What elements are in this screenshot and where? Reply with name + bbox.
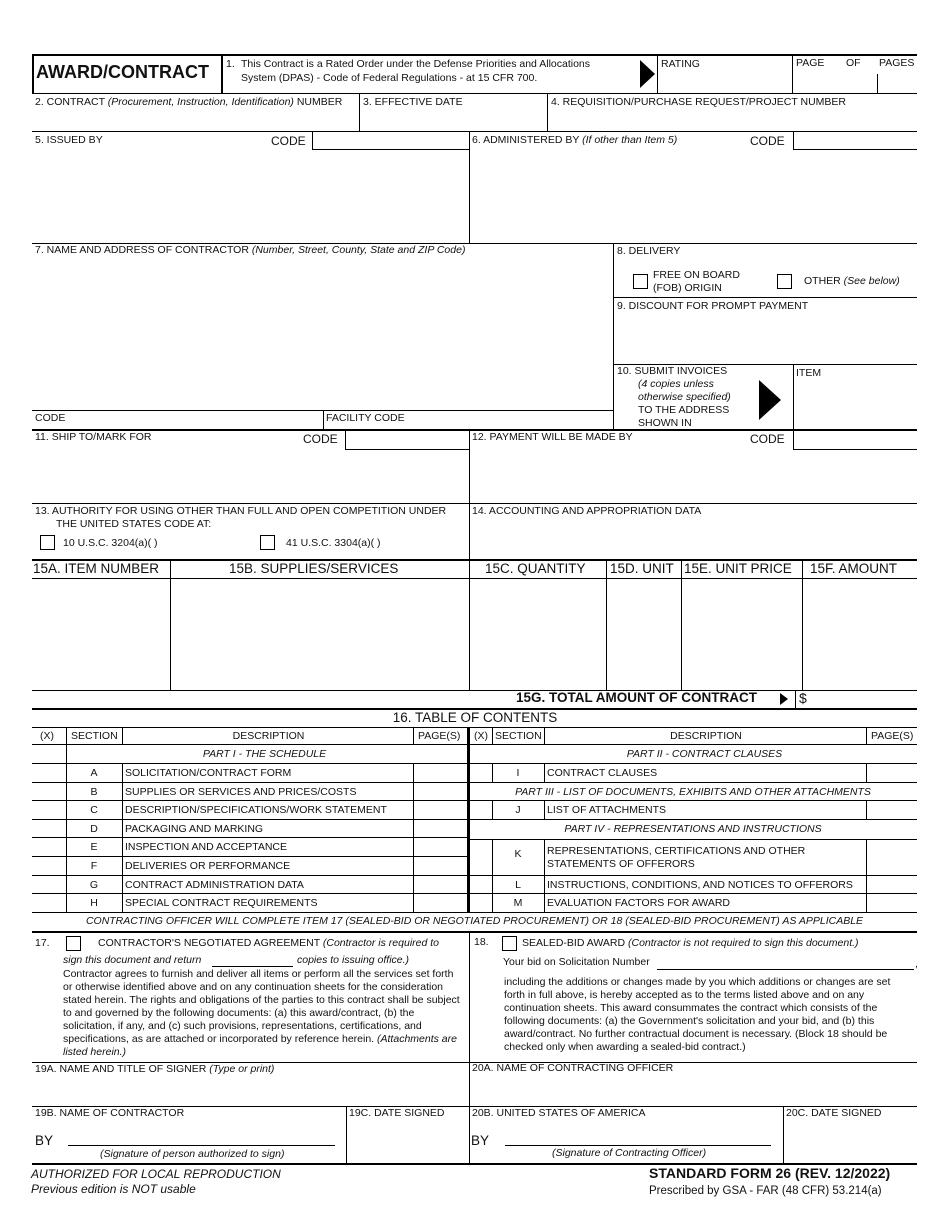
item1-number: 1. (226, 58, 235, 70)
toc-desc-k-line2: STATEMENTS OF OFFERORS (547, 858, 695, 870)
toc-section-d: D (90, 823, 98, 835)
arrow-right-icon (780, 693, 788, 705)
contractor-name-address-label: 7. NAME AND ADDRESS OF CONTRACTOR (Number, Street, County, State and ZIP Code) (35, 244, 466, 256)
toc-part4: PART IV - REPRESENTATIONS AND INSTRUCTIONS (564, 823, 822, 835)
item17-body: Contractor agrees to furnish and deliver all items or perform all the services set forth or otherwise identified above and on any continuation sheets for the consideration stated herein. The rights and obligations of the parties to this contract shall be subject to and governed by the following documents: (a) this award/contract, (b) the solicitation, if any, and (c) such provisions, representations, certifications, and specifications, as are attached or incorporated by reference herein. (Attachments are listed herein.) (63, 968, 460, 1058)
toc-section-i: I (516, 767, 520, 779)
toc-left-x-header: (X) (40, 730, 54, 742)
contractor-code-label: CODE (35, 412, 66, 424)
submit-invoices-line2: (4 copies unless (638, 378, 714, 390)
col-amount: 15F. AMOUNT (810, 561, 898, 576)
usc-3204-checkbox[interactable] (40, 535, 55, 550)
toc-left-pages-header: PAGE(S) (418, 730, 461, 742)
officer-signature-line[interactable] (505, 1145, 771, 1146)
toc-left-section-header: SECTION (71, 730, 118, 742)
col-supplies-services: 15B. SUPPLIES/SERVICES (229, 561, 399, 576)
arrow-right-icon (759, 380, 781, 420)
usc-3204-label: 10 U.S.C. 3204(a)( ) (63, 537, 158, 549)
toc-section-b: B (90, 786, 98, 798)
standard-form-id: STANDARD FORM 26 (REV. 12/2022) (649, 1165, 891, 1181)
administered-code-label: CODE (750, 134, 785, 148)
contract-number-label: 2. CONTRACT (Procurement, Instruction, Identification) NUMBER (35, 96, 343, 108)
contracting-officer-note: CONTRACTING OFFICER WILL COMPLETE ITEM 17 (SEALED-BID OR NEGOTIATED PROCUREMENT) OR 18 (SEALED-BID PROCUREMENT) AS APPLICABLE (85, 915, 864, 927)
payment-label: 12. PAYMENT WILL BE MADE BY (472, 431, 633, 443)
toc-right-x-header: (X) (474, 730, 488, 742)
item18-number: 18. (474, 936, 489, 948)
sealed-bid-award-checkbox[interactable] (502, 936, 517, 951)
signer-name-title-label: 19A. NAME AND TITLE OF SIGNER (Type or print) (35, 1063, 275, 1075)
item18-title: SEALED-BID AWARD (Contractor is not required to sign this document.) (522, 937, 859, 949)
solicitation-number-line[interactable] (657, 969, 914, 970)
united-states-label: 20B. UNITED STATES OF AMERICA (472, 1107, 646, 1119)
item17-sign-a: sign this document and return (63, 954, 202, 966)
submit-invoices-line5: SHOWN IN (638, 417, 692, 429)
of-label: OF (846, 57, 861, 69)
col-item-number: 15A. ITEM NUMBER (33, 561, 160, 576)
toc-section-f: F (90, 860, 98, 872)
previous-edition-note: Previous edition is NOT usable (31, 1182, 196, 1196)
contractor-signature-line[interactable] (68, 1145, 335, 1146)
toc-section-m: M (513, 897, 523, 909)
discount-label: 9. DISCOUNT FOR PROMPT PAYMENT (617, 300, 809, 312)
pages-label: PAGES (879, 57, 915, 69)
contractor-signature-caption: (Signature of person authorized to sign) (100, 1148, 285, 1160)
toc-desc-h: SPECIAL CONTRACT REQUIREMENTS (125, 897, 318, 909)
submit-invoices-line4: TO THE ADDRESS (638, 404, 730, 416)
toc-desc-m: EVALUATION FACTORS FOR AWARD (547, 897, 730, 909)
prescribed-by: Prescribed by GSA - FAR (48 CFR) 53.214(a) (649, 1185, 882, 1197)
payment-code-label: CODE (750, 432, 785, 446)
toc-section-k: K (514, 848, 522, 860)
delivery-label: 8. DELIVERY (617, 245, 681, 257)
toc-section-e: E (90, 841, 98, 853)
toc-section-a: A (90, 767, 98, 779)
officer-signature-caption: (Signature of Contracting Officer) (552, 1147, 707, 1159)
toc-section-l: L (515, 879, 521, 891)
toc-desc-k-line1: REPRESENTATIONS, CERTIFICATIONS AND OTHER (547, 845, 806, 857)
issued-by-label: 5. ISSUED BY (35, 134, 103, 146)
contractor-name-label: 19B. NAME OF CONTRACTOR (35, 1107, 185, 1119)
toc-desc-j: LIST OF ATTACHMENTS (547, 804, 667, 816)
toc-desc-b: SUPPLIES OR SERVICES AND PRICES/COSTS (125, 786, 357, 798)
toc-right-description-header: DESCRIPTION (670, 730, 742, 742)
item17-sign-b: copies to issuing office.) (297, 954, 410, 966)
toc-desc-i: CONTRACT CLAUSES (547, 767, 658, 779)
toc-part2: PART II - CONTRACT CLAUSES (626, 748, 783, 760)
arrow-right-icon (640, 60, 655, 88)
col-quantity: 15C. QUANTITY (485, 561, 586, 576)
toc-desc-d: PACKAGING AND MARKING (125, 823, 264, 835)
facility-code-label: FACILITY CODE (326, 412, 405, 424)
contracting-officer-name-label: 20A. NAME OF CONTRACTING OFFICER (472, 1062, 674, 1074)
issued-by-code-label: CODE (271, 134, 306, 148)
toc-desc-c: DESCRIPTION/SPECIFICATIONS/WORK STATEMENT (125, 804, 387, 816)
bid-comma: , (915, 958, 918, 970)
ship-to-label: 11. SHIP TO/MARK FOR (35, 431, 152, 443)
toc-left-description-header: DESCRIPTION (232, 730, 305, 742)
item17-title: CONTRACTOR'S NEGOTIATED AGREEMENT (Contractor is required to (98, 937, 440, 949)
item17-number: 17. (35, 937, 50, 949)
usc-3304-checkbox[interactable] (260, 535, 275, 550)
other-delivery-checkbox[interactable] (777, 274, 792, 289)
toc-section-c: C (90, 804, 98, 816)
toc-part1: PART I - THE SCHEDULE (202, 748, 327, 760)
usc-3304-label: 41 U.S.C. 3304(a)( ) (286, 537, 381, 549)
requisition-label: 4. REQUISITION/PURCHASE REQUEST/PROJECT NUMBER (551, 96, 847, 108)
col-unit-price: 15E. UNIT PRICE (684, 561, 792, 576)
fob-line2: (FOB) ORIGIN (653, 282, 722, 294)
submit-invoices-line1: 10. SUBMIT INVOICES (617, 365, 728, 377)
toc-section-g: G (89, 879, 99, 891)
toc-desc-e: INSPECTION AND ACCEPTANCE (125, 841, 288, 853)
page-label: PAGE (796, 57, 825, 69)
bid-solicitation-label: Your bid on Solicitation Number (503, 956, 650, 968)
submit-invoices-line3: otherwise specified) (638, 391, 731, 403)
date-signed-20c-label: 20C. DATE SIGNED (786, 1107, 882, 1119)
accounting-label: 14. ACCOUNTING AND APPROPRIATION DATA (472, 505, 702, 517)
rating-label: RATING (661, 58, 700, 70)
toc-part3: PART III - LIST OF DOCUMENTS, EXHIBITS AND OTHER ATTACHMENTS (515, 786, 871, 798)
authority-line2: THE UNITED STATES CODE AT: (56, 518, 212, 530)
negotiated-agreement-checkbox[interactable] (66, 936, 81, 951)
effective-date-label: 3. EFFECTIVE DATE (363, 96, 463, 108)
ship-to-code-label: CODE (303, 432, 338, 446)
toc-desc-a: SOLICITATION/CONTRACT FORM (125, 767, 292, 779)
item-label: ITEM (796, 367, 822, 379)
toc-section-j: J (515, 804, 521, 816)
copies-blank-line[interactable] (212, 966, 293, 967)
authorized-reproduction: AUTHORIZED FOR LOCAL REPRODUCTION (31, 1167, 281, 1181)
toc-right-section-header: SECTION (495, 730, 542, 742)
toc-section-h: H (90, 897, 98, 909)
fob-line1: FREE ON BOARD (653, 269, 740, 281)
toc-title: 16. TABLE OF CONTENTS (392, 710, 558, 725)
item18-body: including the additions or changes made by you which additions or changes are set forth in full above, is hereby accepted as to the terms listed above and on any continuation sheets. This award consummates the contract which consists of the following documents: (a) the Government's solicitation and your bid, and (b) this award/contract. No further contractual document is necessary. (Block 18 should be checked only when awarding a sealed-bid contract.) (504, 976, 891, 1053)
toc-desc-l: INSTRUCTIONS, CONDITIONS, AND NOTICES TO OFFERORS (547, 879, 853, 891)
fob-origin-checkbox[interactable] (633, 274, 648, 289)
by-officer-label: BY (471, 1133, 490, 1148)
administered-by-label: 6. ADMINISTERED BY (If other than Item 5) (472, 134, 678, 146)
total-amount-label: 15G. TOTAL AMOUNT OF CONTRACT (516, 690, 757, 705)
item1-line2: System (DPAS) - Code of Federal Regulations - at 15 CFR 700. (241, 72, 538, 84)
date-signed-19c-label: 19C. DATE SIGNED (349, 1107, 445, 1119)
total-dollar-sign: $ (799, 690, 807, 706)
item1-line1: This Contract is a Rated Order under the Defense Priorities and Allocations (241, 58, 591, 70)
authority-line1: 13. AUTHORITY FOR USING OTHER THAN FULL AND OPEN COMPETITION UNDER (35, 505, 447, 517)
by-contractor-label: BY (35, 1133, 54, 1148)
col-unit: 15D. UNIT (610, 561, 674, 576)
toc-desc-g: CONTRACT ADMINISTRATION DATA (125, 879, 304, 891)
form-title: AWARD/CONTRACT (36, 62, 209, 82)
toc-desc-f: DELIVERIES OR PERFORMANCE (125, 860, 291, 872)
other-delivery-label: OTHER (See below) (804, 275, 900, 287)
toc-right-pages-header: PAGE(S) (871, 730, 914, 742)
